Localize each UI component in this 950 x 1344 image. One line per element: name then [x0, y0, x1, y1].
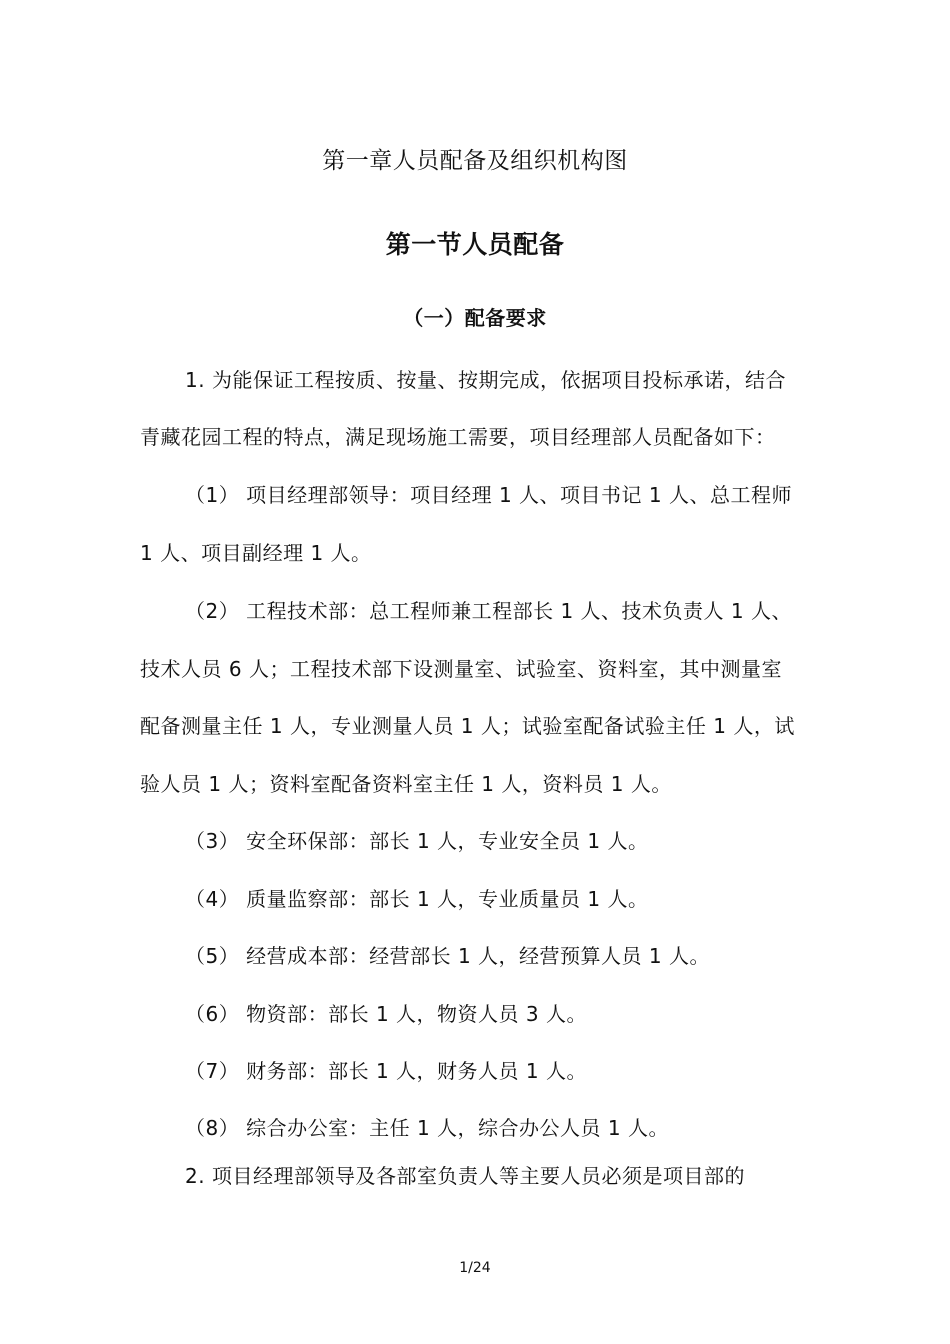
list-item: （1） 项目经理部领导：项目经理 1 人、项目书记 1 人、总工程师: [185, 483, 792, 507]
paragraph-line: 青藏花园工程的特点，满足现场施工需要，项目经理部人员配备如下：: [140, 425, 776, 449]
list-item: （6） 物资部：部长 1 人，物资人员 3 人。: [185, 1002, 587, 1026]
paragraph-line: 验人员 1 人；资料室配备资料室主任 1 人，资料员 1 人。: [140, 772, 672, 796]
page-number: 1/24: [459, 1260, 491, 1276]
chapter-title: 第一章人员配备及组织机构图: [322, 148, 628, 174]
list-item: （2） 工程技术部：总工程师兼工程部长 1 人、技术负责人 1 人、: [185, 599, 792, 623]
list-item: （8） 综合办公室：主任 1 人，综合办公人员 1 人。: [185, 1116, 669, 1140]
list-item: （3） 安全环保部：部长 1 人，专业安全员 1 人。: [185, 829, 649, 853]
list-item: （5） 经营成本部：经营部长 1 人，经营预算人员 1 人。: [185, 944, 710, 968]
list-item: （7） 财务部：部长 1 人，财务人员 1 人。: [185, 1059, 587, 1083]
subsection-title: （一）配备要求: [403, 306, 547, 330]
paragraph-line: 2. 项目经理部领导及各部室负责人等主要人员必须是项目部的: [185, 1164, 745, 1188]
paragraph-line: 技术人员 6 人；工程技术部下设测量室、试验室、资料室，其中测量室: [140, 657, 782, 681]
list-item: （4） 质量监察部：部长 1 人，专业质量员 1 人。: [185, 887, 649, 911]
paragraph-line: 1. 为能保证工程按质、按量、按期完成，依据项目投标承诺，结合: [185, 368, 786, 392]
paragraph-line: 配备测量主任 1 人，专业测量人员 1 人；试验室配备试验主任 1 人，试: [140, 714, 795, 738]
section-title: 第一节人员配备: [385, 230, 565, 259]
paragraph-line: 1 人、项目副经理 1 人。: [140, 541, 372, 565]
